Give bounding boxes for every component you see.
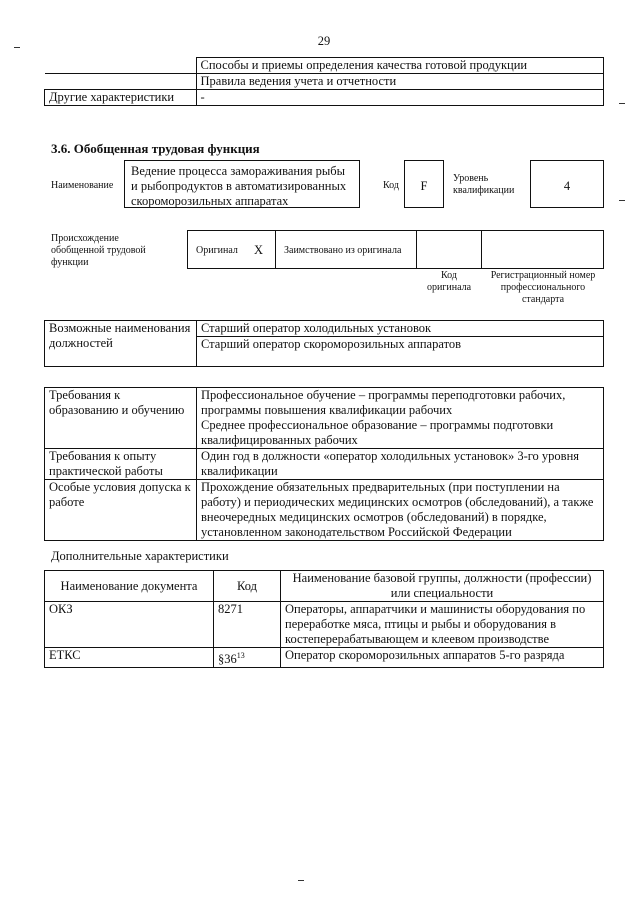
table-row xyxy=(45,90,604,106)
row-value: Правила ведения учета и отчетности xyxy=(196,74,604,90)
position-item: Старший оператор холодильных установок xyxy=(197,321,603,337)
header-doc: Наименование документа xyxy=(45,571,214,602)
row-value: - xyxy=(196,90,604,106)
original-mark: X xyxy=(254,243,264,257)
reg-caption: Регистрационный номер профессионального стандарта xyxy=(490,270,596,305)
table-row xyxy=(45,58,604,74)
table-row xyxy=(45,74,604,90)
scan-mark xyxy=(619,200,625,201)
section-title: 3.6. Обобщенная трудовая функция xyxy=(51,141,260,156)
requirement-value: Один год в должности «оператор холодильных установок» 3-го уровня квалификации xyxy=(197,449,604,480)
requirement-text: Профессиональное обучение – программы переподготовки рабочих, программы повышения квалификации рабочих xyxy=(201,388,566,417)
page-number: 29 xyxy=(317,34,331,48)
top-characteristics-table xyxy=(44,57,604,106)
origin-divider xyxy=(416,231,417,268)
code-main: §36 xyxy=(218,652,237,667)
additional-title: Дополнительные характеристики xyxy=(51,549,229,563)
positions-table xyxy=(44,320,604,367)
cell-name: Операторы, аппаратчики и машинисты оборудования по переработке мяса, птицы и рыбы и оборудования в костеперерабатывающем и клеевом производстве xyxy=(281,602,604,648)
row-label xyxy=(45,58,197,74)
requirement-value xyxy=(197,388,604,449)
origin-table xyxy=(187,230,604,269)
table-row xyxy=(45,321,604,367)
cell-code xyxy=(214,648,281,668)
requirement-text: Среднее профессиональное образование – программы подготовки квалифицированных рабочих xyxy=(201,418,554,447)
position-item: Старший оператор скороморозильных аппаратов xyxy=(201,337,462,351)
name-label: Наименование xyxy=(51,180,114,191)
cell-doc: ОКЗ xyxy=(45,602,214,648)
requirements-table xyxy=(44,387,604,541)
table-header-row xyxy=(45,571,604,602)
header-code: Код xyxy=(214,571,281,602)
borrowed-label: Заимствовано из оригинала xyxy=(284,245,402,256)
code-value-box: F xyxy=(404,160,444,208)
header-name: Наименование базовой группы, должности (профессии) или специальности xyxy=(281,571,604,602)
table-row xyxy=(45,388,604,449)
table-row xyxy=(45,648,604,668)
positions-label: Возможные наименования должностей xyxy=(45,321,197,367)
table-row xyxy=(45,480,604,541)
scan-mark xyxy=(298,880,304,881)
requirement-value: Прохождение обязательных предварительных (при поступлении на работу) и периодических медицинских осмотров (обследований), а также внеочередных медицинских осмотров (обследований) в порядке, установленном законодательством Российской Федерации xyxy=(197,480,604,541)
table-row xyxy=(45,449,604,480)
scan-mark xyxy=(619,103,625,104)
code-caption: Код оригинала xyxy=(426,270,472,293)
origin-divider xyxy=(481,231,482,268)
requirement-label: Требования к опыту практической работы xyxy=(45,449,197,480)
cell-name: Оператор скороморозильных аппаратов 5-го разряда xyxy=(281,648,604,668)
row-value: Способы и приемы определения качества готовой продукции xyxy=(196,58,604,74)
cell-doc: ЕТКС xyxy=(45,648,214,668)
code-superscript: 13 xyxy=(236,651,245,660)
requirement-label: Особые условия допуска к работе xyxy=(45,480,197,541)
requirement-label: Требования к образованию и обучению xyxy=(45,388,197,449)
origin-label: Происхождение обобщенной трудовой функции xyxy=(51,233,146,268)
scan-mark xyxy=(14,47,20,48)
function-name-box: Ведение процесса замораживания рыбы и рыбопродуктов в автоматизированных скороморозильных аппаратах xyxy=(124,160,360,208)
origin-divider xyxy=(275,231,276,268)
level-value-box: 4 xyxy=(530,160,604,208)
additional-table xyxy=(44,570,604,668)
table-row xyxy=(45,602,604,648)
positions-values xyxy=(197,321,604,367)
original-label: Оригинал xyxy=(196,245,238,256)
row-label xyxy=(45,74,197,90)
cell-code: 8271 xyxy=(214,602,281,648)
row-label: Другие характеристики xyxy=(45,90,197,106)
level-label: Уровень квалификации xyxy=(453,173,515,196)
code-label: Код xyxy=(383,180,399,191)
